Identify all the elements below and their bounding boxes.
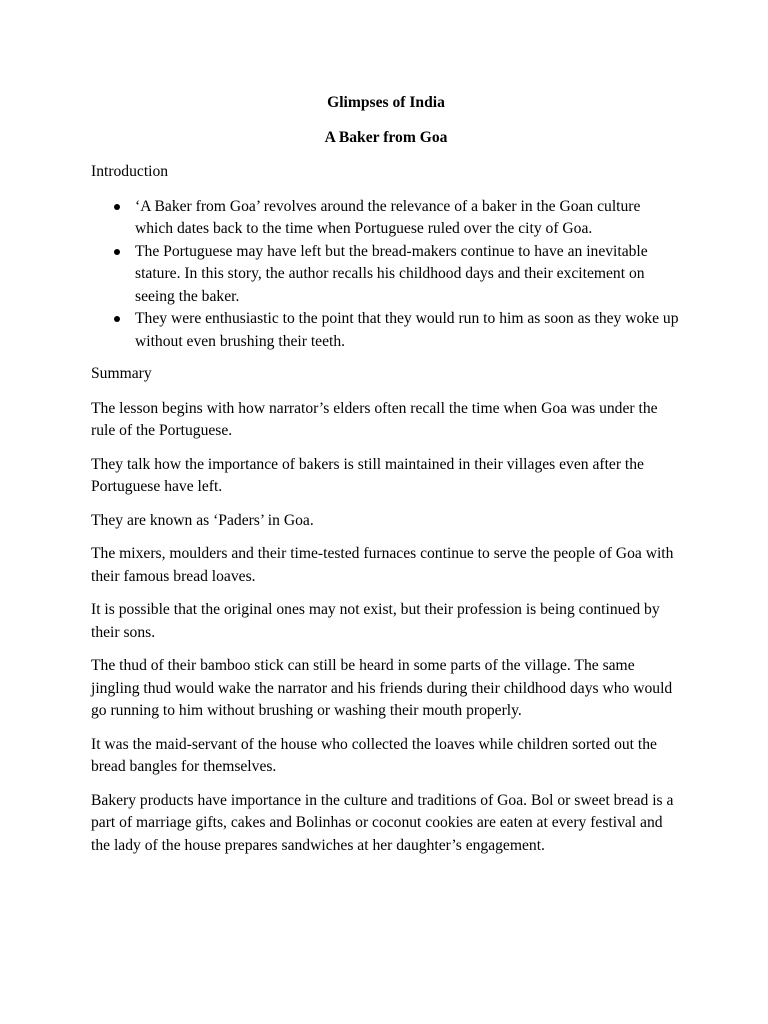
summary-paragraph: The mixers, moulders and their time-tested furnaces continue to serve the people of Goa with their famous bread loaves. <box>91 545 674 585</box>
list-item <box>91 308 681 353</box>
bullet-icon <box>114 204 120 210</box>
document-subtitle: A Baker from Goa <box>324 128 448 146</box>
bullet-icon <box>114 249 120 255</box>
document-content <box>91 92 681 868</box>
document-title: Glimpses of India <box>327 94 445 111</box>
summary-paragraph: The thud of their bamboo stick can still be heard in some parts of the village. The same jingling thud would wake the narrator and his friends during their childhood days who would go running to him without brushing or washing their mouth properly. <box>91 657 673 719</box>
summary-heading: Summary <box>91 365 152 382</box>
introduction-list <box>91 196 681 354</box>
summary-paragraph: They talk how the importance of bakers is still maintained in their villages even after the Portuguese have left. <box>91 455 644 495</box>
introduction-heading: Introduction <box>91 163 169 180</box>
bullet-icon <box>114 316 120 322</box>
bullet-text: The Portuguese may have left but the bread-makers continue to have an inevitable stature. In this story, the author recalls his childhood days and their excitement on seeing the baker. <box>135 242 648 305</box>
bullet-text: They were enthusiastic to the point that they would run to him as soon as they woke up without even brushing their teeth. <box>135 310 679 350</box>
summary-paragraph: The lesson begins with how narrator’s elders often recall the time when Goa was under the rule of the Portuguese. <box>91 399 658 439</box>
summary-paragraph: They are known as ‘Paders’ in Goa. <box>91 511 314 529</box>
summary-paragraph: Bakery products have importance in the culture and traditions of Goa. Bol or sweet bread is a part of marriage gifts, cakes and Bolinhas or coconut cookies are eaten at every festival and the lady of the house prepares sandwiches at her daughter’s engagement. <box>91 791 674 854</box>
summary-paragraph: It is possible that the original ones may not exist, but their profession is being continued by their sons. <box>91 601 660 641</box>
list-item <box>91 196 681 241</box>
bullet-text: ‘A Baker from Goa’ revolves around the relevance of a baker in the Goan culture which dates back to the time when Portuguese ruled over the city of Goa. <box>135 197 641 237</box>
summary-paragraph: It was the maid-servant of the house who collected the loaves while children sorted out the bread bangles for themselves. <box>91 735 657 775</box>
list-item <box>91 241 681 309</box>
